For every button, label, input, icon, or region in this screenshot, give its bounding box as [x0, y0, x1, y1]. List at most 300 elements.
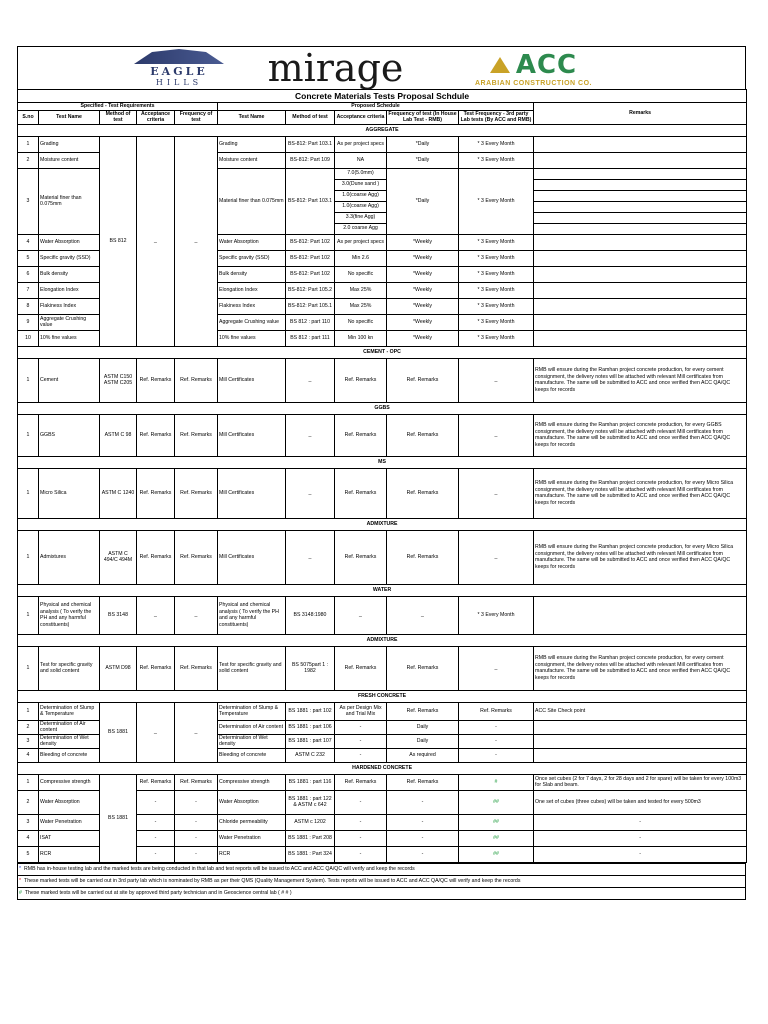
table-cell: Water Absorption — [218, 790, 286, 814]
table-cell: Grading — [218, 136, 286, 152]
table-cell: BS 1881 : part 107 — [286, 734, 335, 748]
group-specified: Specified - Test Requirements — [18, 103, 218, 111]
group-header-row — [18, 103, 747, 111]
table-cell: 10 — [18, 330, 39, 346]
table-cell: Max 25% — [335, 298, 387, 314]
table-cell: BS-812: Part 103.1 — [286, 168, 335, 234]
table-cell: ASTM C 232 — [286, 748, 335, 762]
table-cell: BS-812: Part 102 — [286, 234, 335, 250]
table-cell: Determination of Wet density — [218, 734, 286, 748]
note-row — [18, 863, 746, 875]
table-cell: Min 2.6 — [335, 250, 387, 266]
column-header: Method of test — [286, 110, 335, 124]
table-cell: _ — [459, 468, 534, 518]
section-title: HARDENED CONCRETE — [18, 762, 747, 774]
table-cell: BS 812 : part 111 — [286, 330, 335, 346]
table-cell: Aggregate Crushing value — [218, 314, 286, 330]
table-cell: - — [459, 720, 534, 734]
page-title: Concrete Materials Tests Proposal Schdule — [18, 90, 747, 103]
table-cell: * 3 Every Month — [459, 282, 534, 298]
table-cell: Test for specific gravity and solid content — [218, 646, 286, 690]
table-cell: * 3 Every Month — [459, 266, 534, 282]
table-cell: Physical and chemical analysis ( To verify the PH and any harmful constituents) — [218, 596, 286, 634]
table-cell: _ — [175, 596, 218, 634]
table-cell: _ — [137, 702, 175, 762]
table-row — [18, 414, 747, 456]
table-cell: 2 — [18, 152, 39, 168]
table-cell: - — [137, 830, 175, 846]
table-cell: As per project specs — [335, 136, 387, 152]
remarks-cell — [534, 734, 747, 748]
table-cell: 4 — [18, 234, 39, 250]
table-cell: Determination of Air content — [39, 720, 100, 734]
table-cell: 9 — [18, 314, 39, 330]
table-cell: * 3 Every Month — [459, 314, 534, 330]
table-cell: ISAT — [39, 830, 100, 846]
table-cell: Daily — [387, 720, 459, 734]
remarks-cell — [534, 168, 747, 179]
table-cell: 1 — [18, 530, 39, 584]
table-cell: _ — [175, 702, 218, 762]
table-cell: ASTM C150 ASTM C205 — [100, 358, 137, 402]
table-cell: _ — [459, 358, 534, 402]
tests-table — [17, 89, 747, 863]
note-mark: * — [19, 877, 22, 884]
table-cell: Daily — [387, 734, 459, 748]
table-cell: RCR — [39, 846, 100, 862]
table-cell: Ref. Remarks — [137, 468, 175, 518]
remarks-cell: Once set cubes (2 for 7 days, 2 for 28 days and 2 for spare) will be taken for every 100m3 for Slab and beam. — [534, 774, 747, 790]
table-cell: Ref. Remarks — [387, 702, 459, 720]
table-cell: 2 — [18, 790, 39, 814]
table-cell: ASTM D98 — [100, 646, 137, 690]
section-row — [18, 690, 747, 702]
table-cell: * 3 Every Month — [459, 298, 534, 314]
note-cell — [18, 875, 746, 887]
table-cell: Elongation Index — [218, 282, 286, 298]
table-cell: Ref. Remarks — [137, 646, 175, 690]
table-cell: BS-812: Part 103.1 — [286, 136, 335, 152]
table-cell: - — [335, 846, 387, 862]
table-cell: Water Absorption — [218, 234, 286, 250]
table-cell: 8 — [18, 298, 39, 314]
table-cell: _ — [137, 136, 175, 346]
table-cell: Specific gravity (SSD) — [218, 250, 286, 266]
table-cell: - — [335, 814, 387, 830]
remarks-cell — [534, 596, 747, 634]
remarks-cell — [534, 250, 747, 266]
table-cell: * 3 Every Month — [459, 234, 534, 250]
mirage-logo: mirage — [267, 46, 404, 90]
table-cell: ASTM C 98 — [100, 414, 137, 456]
table-cell: BS 1881 : part 122 & ASTM c 642 — [286, 790, 335, 814]
table-cell: 1 — [18, 414, 39, 456]
table-cell: - — [137, 790, 175, 814]
table-row — [18, 646, 747, 690]
table-cell: Aggregate Crushing value — [39, 314, 100, 330]
section-row — [18, 402, 747, 414]
table-cell: 7 — [18, 282, 39, 298]
table-cell: 2.0 coarse Agg — [335, 223, 387, 234]
table-cell: *Weekly — [387, 250, 459, 266]
remarks-cell: - — [534, 846, 747, 862]
remarks-cell — [534, 212, 747, 223]
table-row — [18, 702, 747, 720]
table-cell: *Daily — [387, 168, 459, 234]
table-cell: _ — [137, 596, 175, 634]
table-cell: Moisture content — [39, 152, 100, 168]
note-cell — [18, 887, 746, 899]
table-cell: BS 1881 — [100, 702, 137, 762]
table-cell: _ — [175, 136, 218, 346]
table-cell: - — [175, 790, 218, 814]
table-cell: 1 — [18, 596, 39, 634]
table-cell: Compressive strength — [39, 774, 100, 790]
remarks-cell — [534, 152, 747, 168]
table-cell: ASTM C 1240 — [100, 468, 137, 518]
remarks-cell — [534, 298, 747, 314]
table-cell: Physical and chemical analysis ( To verify the PH and any harmful constituents) — [39, 596, 100, 634]
table-cell: *Daily — [387, 152, 459, 168]
table-cell: Determination of Wet density — [39, 734, 100, 748]
note-row — [18, 887, 746, 899]
table-cell: 5 — [18, 846, 39, 862]
table-cell: Ref. Remarks — [137, 358, 175, 402]
table-cell: * 3 Every Month — [459, 250, 534, 266]
table-cell: Bleeding of concrete — [39, 748, 100, 762]
table-row — [18, 596, 747, 634]
column-header: Acceptance criteria — [137, 110, 175, 124]
table-cell: _ — [286, 530, 335, 584]
table-cell: BS 3148 — [100, 596, 137, 634]
table-cell: *Weekly — [387, 282, 459, 298]
remarks-cell — [534, 223, 747, 234]
table-cell: Ref. Remarks — [175, 414, 218, 456]
table-cell: Moisture content — [218, 152, 286, 168]
column-header: Frequency of test — [175, 110, 218, 124]
table-cell: ## — [459, 814, 534, 830]
table-cell: As per project specs — [335, 234, 387, 250]
table-cell: Bleeding of concrete — [218, 748, 286, 762]
table-cell: BS 1881 : part 102 — [286, 702, 335, 720]
table-cell: Ref. Remarks — [335, 530, 387, 584]
table-cell: No specific — [335, 314, 387, 330]
table-cell: - — [335, 790, 387, 814]
column-header: Frequency of test (In House Lab Test - RMB) — [388, 110, 457, 123]
table-cell: - — [175, 814, 218, 830]
table-row — [18, 530, 747, 584]
section-title: FRESH CONCRETE — [18, 690, 747, 702]
table-cell: Mill Certificates — [218, 530, 286, 584]
table-cell: - — [387, 846, 459, 862]
table-cell: *Weekly — [387, 330, 459, 346]
table-cell: _ — [286, 414, 335, 456]
table-cell: - — [137, 814, 175, 830]
table-cell: Ref. Remarks — [387, 414, 459, 456]
table-cell: 2 — [18, 720, 39, 734]
section-title: ADMIXTURE — [18, 634, 747, 646]
table-cell: Ref. Remarks — [387, 774, 459, 790]
section-row — [18, 518, 747, 530]
note-cell — [18, 863, 746, 875]
remarks-cell — [534, 179, 747, 190]
table-cell: * 3 Every Month — [459, 136, 534, 152]
remarks-cell — [534, 720, 747, 734]
table-cell: Chloride permeability — [218, 814, 286, 830]
table-cell: - — [335, 720, 387, 734]
table-cell: Ref. Remarks — [175, 530, 218, 584]
remarks-cell — [534, 266, 747, 282]
remarks-cell: - — [534, 830, 747, 846]
table-cell: 4 — [18, 748, 39, 762]
table-cell: BS-812: Part 102 — [286, 250, 335, 266]
table-cell: Mill Certificates — [218, 414, 286, 456]
table-cell: 7.0(5.0mm) — [335, 168, 387, 179]
table-cell: # — [459, 774, 534, 790]
table-cell: Mill Certificates — [218, 358, 286, 402]
table-cell: - — [387, 790, 459, 814]
table-cell: *Weekly — [387, 266, 459, 282]
table-cell: BS-812: Part 109 — [286, 152, 335, 168]
table-cell: Determination of Air content — [218, 720, 286, 734]
note-text: These marked tests will be carried out at site by approved third party technician and in Geoscience central lab ( # # ) — [24, 889, 292, 896]
table-row — [18, 358, 747, 402]
table-cell: Ref. Remarks — [335, 774, 387, 790]
column-header: Method of test — [100, 110, 137, 124]
table-cell: Ref. Remarks — [387, 468, 459, 518]
table-cell: 10% fine values — [218, 330, 286, 346]
remarks-cell — [534, 330, 747, 346]
section-row — [18, 762, 747, 774]
table-cell: - — [387, 830, 459, 846]
table-cell: 5 — [18, 250, 39, 266]
table-cell: Water Absorption — [39, 234, 100, 250]
column-header: Test Name — [218, 110, 286, 124]
note-mark: * — [19, 865, 22, 872]
table-cell: * 3 Every Month — [459, 330, 534, 346]
table-cell: Cement — [39, 358, 100, 402]
eagle-hills-logo: EAGLE HILLS — [123, 49, 235, 87]
table-cell: BS 812 : part 110 — [286, 314, 335, 330]
column-header: Test Frequency - 3rd party Lab tests (By ACC and RMB) — [459, 110, 534, 124]
logo-bar — [17, 46, 746, 89]
acc-triangle-icon — [490, 57, 510, 73]
table-cell: - — [459, 748, 534, 762]
table-cell: 4 — [18, 830, 39, 846]
table-cell: - — [175, 830, 218, 846]
table-cell: _ — [387, 596, 459, 634]
table-cell: _ — [286, 358, 335, 402]
table-row — [18, 774, 747, 790]
table-cell: As per Design Mix and Trial Mix — [335, 702, 387, 720]
table-cell: BS-812: Part 105.2 — [286, 282, 335, 298]
table-cell: Grading — [39, 136, 100, 152]
table-cell: - — [335, 734, 387, 748]
remarks-cell: One set of cubes (three cubes) will be taken and tested for every 500m3 — [534, 790, 747, 814]
eagle-mark-icon — [134, 49, 224, 64]
table-cell: Max 25% — [335, 282, 387, 298]
section-title: GGBS — [18, 402, 747, 414]
table-cell: * 3 Every Month — [459, 596, 534, 634]
table-cell: 3 — [18, 168, 39, 234]
table-cell: Test for specific gravity and solid content — [39, 646, 100, 690]
table-cell: Determination of Slump & Temperature — [218, 702, 286, 720]
table-cell: 10% fine values — [39, 330, 100, 346]
table-cell: 3.0(Dune sand ) — [335, 179, 387, 190]
table-row — [18, 136, 747, 152]
note-text: RMB has in-house testing lab and the marked tests are being conducted in that lab and test reports will be issued to ACC and ACC QA/QC will verify and keep the records — [24, 865, 415, 872]
note-row — [18, 875, 746, 887]
remarks-cell: ACC Site Check point — [534, 702, 747, 720]
remarks-cell — [534, 190, 747, 201]
table-cell: BS 1881 : part 106 — [286, 720, 335, 734]
table-cell: 1.0(coarse Agg) — [335, 190, 387, 201]
table-cell: 3 — [18, 814, 39, 830]
table-cell: 1.0(coarse Agg) — [335, 201, 387, 212]
remarks-cell — [534, 234, 747, 250]
section-title: AGGREGATE — [18, 124, 747, 136]
table-cell: 3.3(fine Agg) — [335, 212, 387, 223]
section-title: MS — [18, 456, 747, 468]
table-cell: 3 — [18, 734, 39, 748]
table-cell: Ref. Remarks — [387, 358, 459, 402]
table-cell: No specific — [335, 266, 387, 282]
table-cell: *Weekly — [387, 314, 459, 330]
table-cell: RCR — [218, 846, 286, 862]
table-cell: BS-812: Part 105.1 — [286, 298, 335, 314]
section-row — [18, 124, 747, 136]
section-title: CEMENT - OPC — [18, 346, 747, 358]
remarks-cell — [534, 314, 747, 330]
remarks-cell — [534, 201, 747, 212]
table-cell: BS 812 — [100, 136, 137, 346]
table-cell: Bulk density — [218, 266, 286, 282]
note-mark: # — [19, 889, 22, 896]
header-remarks: Remarks — [534, 103, 747, 125]
table-cell: Ref. Remarks — [175, 358, 218, 402]
remarks-cell: RMB will ensure during the Ramhan project concrete production, for every cement consignment, the delivery notes will be attached with relevant Mill certificates from manufacture. The same will be submitted to ACC and once verified then ACC QA/QC keeps for records — [534, 646, 747, 690]
table-cell: Mill Certificates — [218, 468, 286, 518]
table-cell: Water Absorption — [39, 790, 100, 814]
table-cell: GGBS — [39, 414, 100, 456]
table-cell: Water Penetration — [39, 814, 100, 830]
table-cell: BS 5075part 1 : 1982 — [286, 646, 335, 690]
section-row — [18, 346, 747, 358]
table-cell: 1 — [18, 774, 39, 790]
section-title: ADMIXTURE — [18, 518, 747, 530]
table-cell: Ref. Remarks — [335, 468, 387, 518]
table-cell: Ref. Remarks — [387, 646, 459, 690]
table-cell: Ref. Remarks — [335, 646, 387, 690]
table-cell: Micro Silica — [39, 468, 100, 518]
section-row — [18, 634, 747, 646]
remarks-cell — [534, 748, 747, 762]
table-cell: 1 — [18, 702, 39, 720]
remarks-cell — [534, 282, 747, 298]
table-cell: BS 1881 : part 116 — [286, 774, 335, 790]
remarks-cell: RMB will ensure during the Ramhan project concrete production, for every cement consignment, the delivery notes will be attached with relevant Mill certificates from manufacture. The same will be submitted to ACC and once verified then ACC QA/QC keeps for records — [534, 358, 747, 402]
table-cell: NA — [335, 152, 387, 168]
table-cell: _ — [459, 414, 534, 456]
table-cell: 1 — [18, 468, 39, 518]
table-cell: - — [335, 748, 387, 762]
table-cell: Ref. Remarks — [175, 774, 218, 790]
column-header: Acceptance criteria — [335, 110, 387, 124]
table-cell: ## — [459, 830, 534, 846]
table-cell: - — [137, 846, 175, 862]
table-cell: Specific gravity (SSD) — [39, 250, 100, 266]
table-cell: 1 — [18, 358, 39, 402]
column-header: Test Name — [39, 110, 100, 124]
table-cell: Material finer than 0.075mm — [39, 168, 100, 234]
table-cell: Ref. Remarks — [137, 530, 175, 584]
notes-table — [17, 863, 746, 900]
table-cell: ## — [459, 846, 534, 862]
table-cell: Material finer than 0.075mm — [218, 168, 286, 234]
table-cell: 1 — [18, 646, 39, 690]
remarks-cell: RMB will ensure during the Ramhan project concrete production, for every GGBS consignment, the delivery notes will be attached with relevant Mill certificates from manufacture. The same will be submitted to ACC and once verified then ACC QA/QC keeps for records — [534, 414, 747, 456]
table-cell: Flakiness Index — [39, 298, 100, 314]
table-cell: - — [387, 814, 459, 830]
table-cell: - — [335, 830, 387, 846]
table-cell: Flakiness Index — [218, 298, 286, 314]
group-proposed: Proposed Schedule — [218, 103, 534, 111]
document-sheet — [17, 46, 746, 900]
table-cell: Elongation Index — [39, 282, 100, 298]
title-row — [18, 90, 747, 103]
table-cell: Ref. Remarks — [137, 774, 175, 790]
table-cell: *Weekly — [387, 298, 459, 314]
table-cell: BS 3148:1980 — [286, 596, 335, 634]
table-cell: ## — [459, 790, 534, 814]
table-cell: * 3 Every Month — [459, 152, 534, 168]
remarks-cell: - — [534, 814, 747, 830]
table-cell: Admixtures — [39, 530, 100, 584]
table-cell: Ref. Remarks — [175, 646, 218, 690]
table-cell: _ — [459, 530, 534, 584]
table-cell: Compressive strength — [218, 774, 286, 790]
acc-logo: ACC ARABIAN CONSTRUCTION CO. — [475, 49, 592, 87]
table-cell: Ref. Remarks — [175, 468, 218, 518]
section-title: WATER — [18, 584, 747, 596]
table-cell: - — [175, 846, 218, 862]
table-cell: BS-812: Part 102 — [286, 266, 335, 282]
section-row — [18, 456, 747, 468]
section-row — [18, 584, 747, 596]
table-cell: *Weekly — [387, 234, 459, 250]
table-cell: Determination of Slump & Temperature — [39, 702, 100, 720]
table-cell: *Daily — [387, 136, 459, 152]
table-cell: * 3 Every Month — [459, 168, 534, 234]
table-cell: ASTM c 1202 — [286, 814, 335, 830]
table-cell: BS 1881 : Part 324 — [286, 846, 335, 862]
table-cell: Ref. Remarks — [335, 358, 387, 402]
table-cell: _ — [286, 468, 335, 518]
remarks-cell: RMB will ensure during the Ramhan project concrete production, for every Micro Silica consignment, the delivery notes will be attached with relevant Mill certificates from manufacture. The same will be submitted to ACC and once verified then ACC QA/QC keeps for records — [534, 530, 747, 584]
table-cell: _ — [459, 646, 534, 690]
note-text: These marked tests will be carried out in 3rd party lab which is nominated by RMB as per their QMS (Quality Management System). Tests reports will be issued to ACC and ACC QA/QC will verify and keep the records — [24, 877, 521, 884]
table-cell: Ref. Remarks — [459, 702, 534, 720]
table-cell: BS 1881 : Part 208 — [286, 830, 335, 846]
table-cell: Bulk density — [39, 266, 100, 282]
table-cell: 6 — [18, 266, 39, 282]
table-cell: - — [459, 734, 534, 748]
column-header: S.no — [18, 110, 39, 124]
table-cell: Min 100 kn — [335, 330, 387, 346]
table-cell: Ref. Remarks — [137, 414, 175, 456]
table-cell: BS 1881 — [100, 774, 137, 862]
table-cell: ASTM C 494/C 494M — [100, 530, 137, 584]
